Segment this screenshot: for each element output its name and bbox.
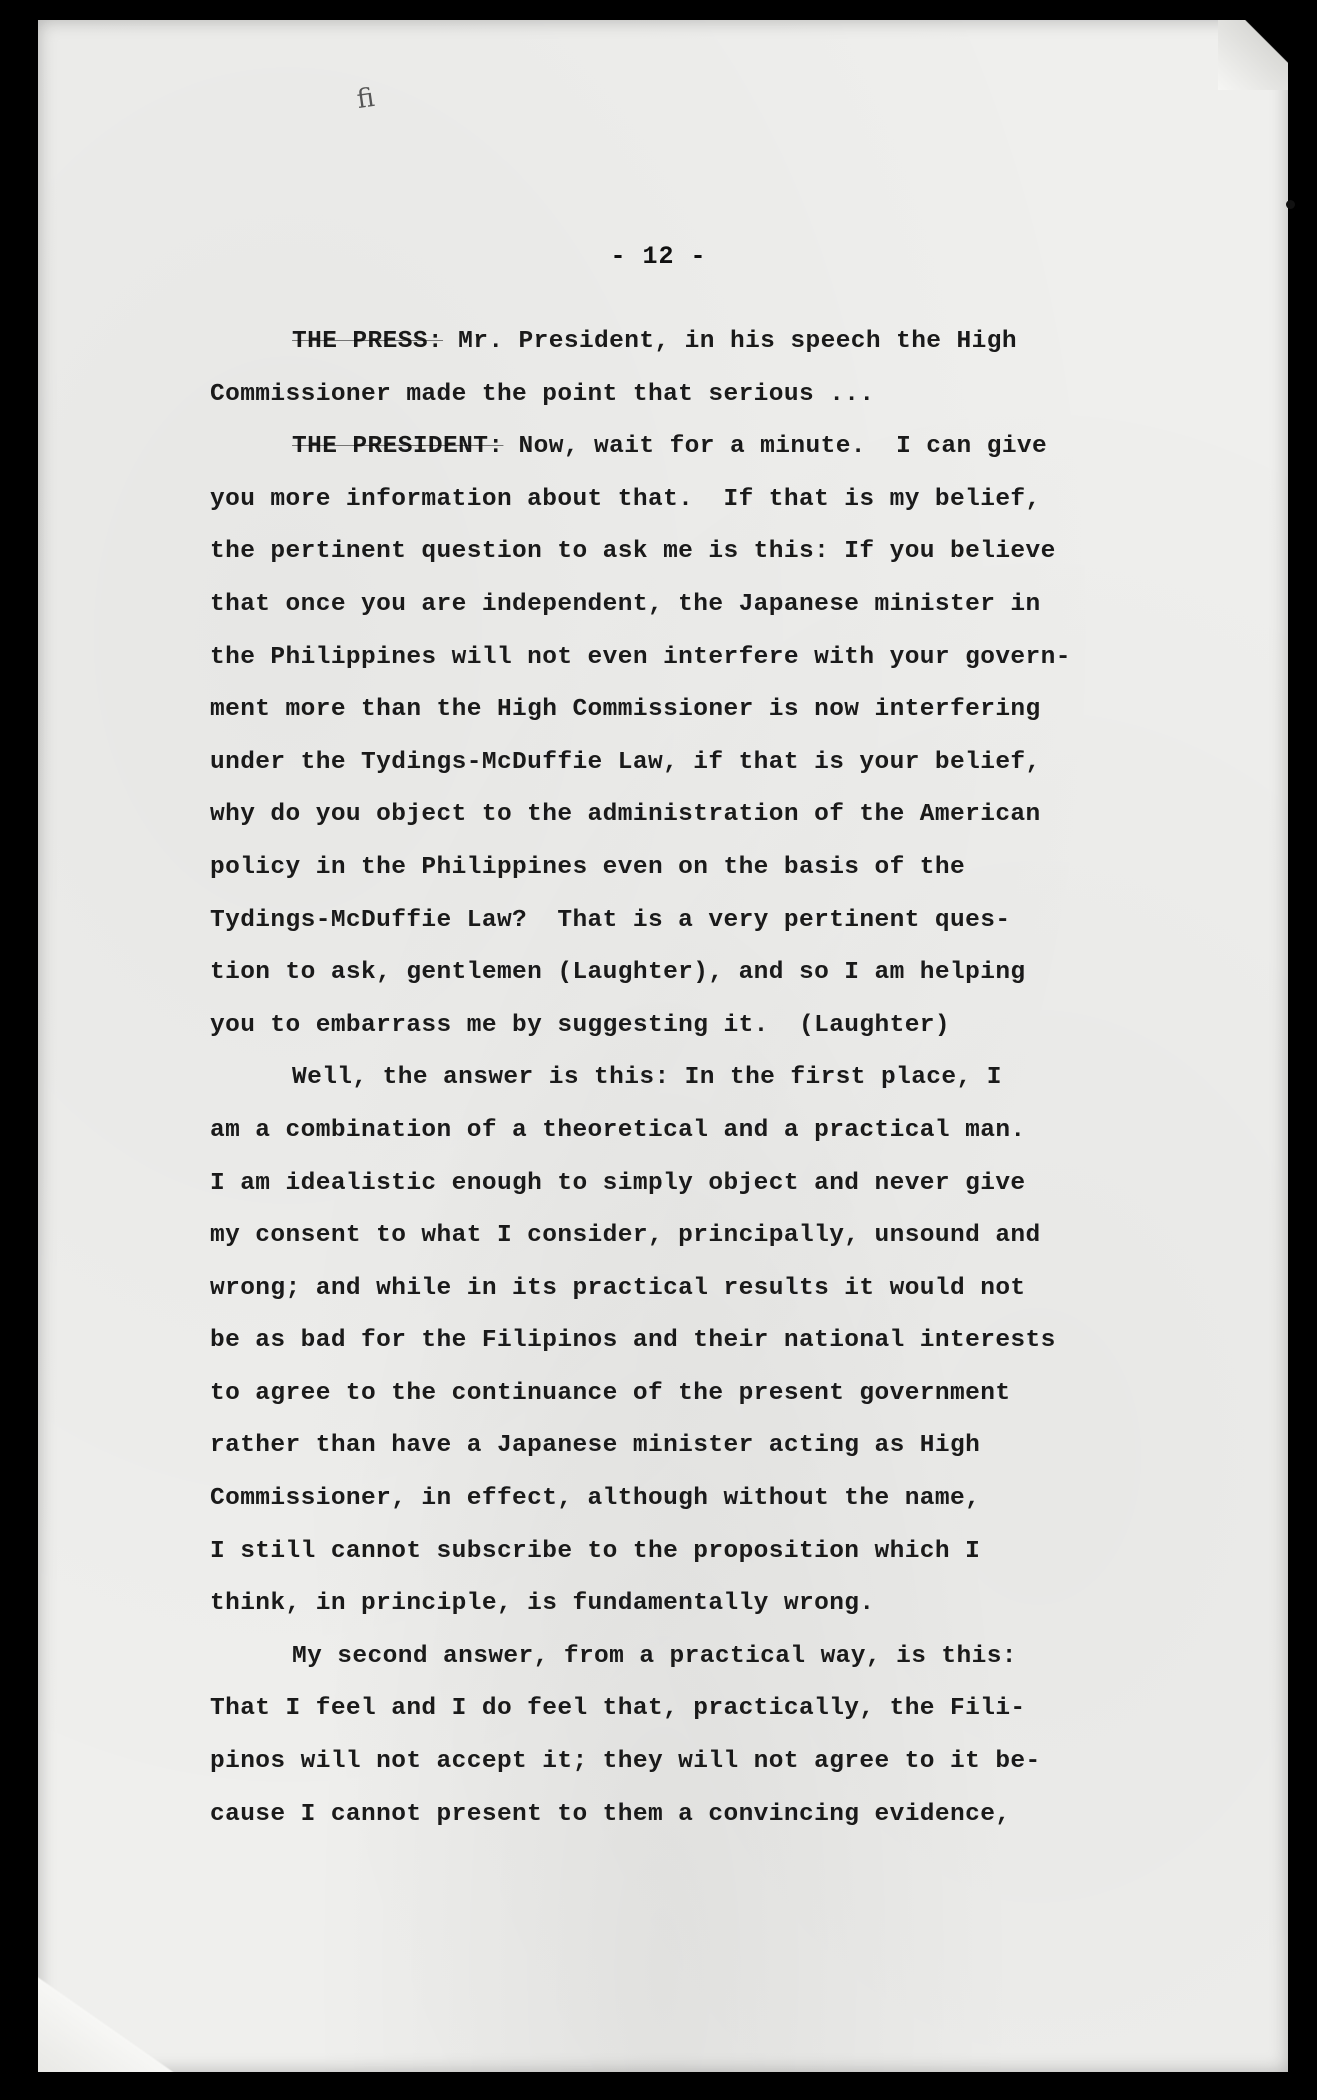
transcript-line: under the Tydings-McDuffie Law, if that is your belief, <box>210 748 1041 776</box>
page-corner-curl <box>1218 20 1288 90</box>
transcript-line: policy in the Philippines even on the basis of the <box>210 853 966 881</box>
transcript-line: the pertinent question to ask me is this: If you believe <box>210 538 1056 566</box>
transcript-line: think, in principle, is fundamentally wrong. <box>210 1590 875 1618</box>
handwritten-mark: fi <box>354 82 377 116</box>
transcript-line: that once you are independent, the Japanese minister in <box>210 590 1041 618</box>
transcript-line: Commissioner made the point that serious ... <box>210 380 875 408</box>
transcript-line: My second answer, from a practical way, is this: <box>292 1642 1017 1670</box>
transcript-line: tion to ask, gentlemen (Laughter), and so I am helping <box>210 959 1026 987</box>
transcript-line: my consent to what I consider, principally, unsound and <box>210 1222 1041 1250</box>
transcript-line: Commissioner, in effect, although without the name, <box>210 1485 981 1513</box>
transcript-line: Tydings-McDuffie Law? That is a very pertinent ques- <box>210 906 1011 934</box>
transcript-line: THE PRESIDENT: Now, wait for a minute. I can give <box>292 433 1048 461</box>
page-fold <box>38 1962 178 2072</box>
transcript-line: to agree to the continuance of the present government <box>210 1379 1011 1407</box>
transcript-line: I still cannot subscribe to the proposition which I <box>210 1537 981 1565</box>
transcript-line: you more information about that. If that is my belief, <box>210 485 1041 513</box>
transcript-line: I am idealistic enough to simply object and never give <box>210 1169 1026 1197</box>
transcript-line: be as bad for the Filipinos and their national interests <box>210 1327 1056 1355</box>
speaker-label: THE PRESIDENT: <box>292 433 504 461</box>
page-number: - 12 - <box>610 242 707 271</box>
transcript-line: pinos will not accept it; they will not agree to it be- <box>210 1748 1041 1776</box>
transcript-line: wrong; and while in its practical results it would not <box>210 1274 1026 1302</box>
transcript-body <box>210 316 1170 1841</box>
transcript-line: the Philippines will not even interfere with your govern- <box>210 643 1071 671</box>
transcript-line: am a combination of a theoretical and a practical man. <box>210 1116 1026 1144</box>
transcript-line: you to embarrass me by suggesting it. (Laughter) <box>210 1011 951 1039</box>
transcript-line: That I feel and I do feel that, practically, the Fili- <box>210 1695 1026 1723</box>
ink-dot <box>1286 200 1295 209</box>
speaker-label: THE PRESS: <box>292 328 444 355</box>
transcript-line: ment more than the High Commissioner is now interfering <box>210 696 1041 724</box>
transcript-line: cause I cannot present to them a convincing evidence, <box>210 1800 1011 1828</box>
transcript-line: rather than have a Japanese minister acting as High <box>210 1432 981 1460</box>
transcript-line: Well, the answer is this: In the first place, I <box>292 1064 1002 1092</box>
transcript-line: why do you object to the administration of the American <box>210 801 1041 829</box>
transcript-line: THE PRESS: Mr. President, in his speech the High <box>292 328 1017 355</box>
